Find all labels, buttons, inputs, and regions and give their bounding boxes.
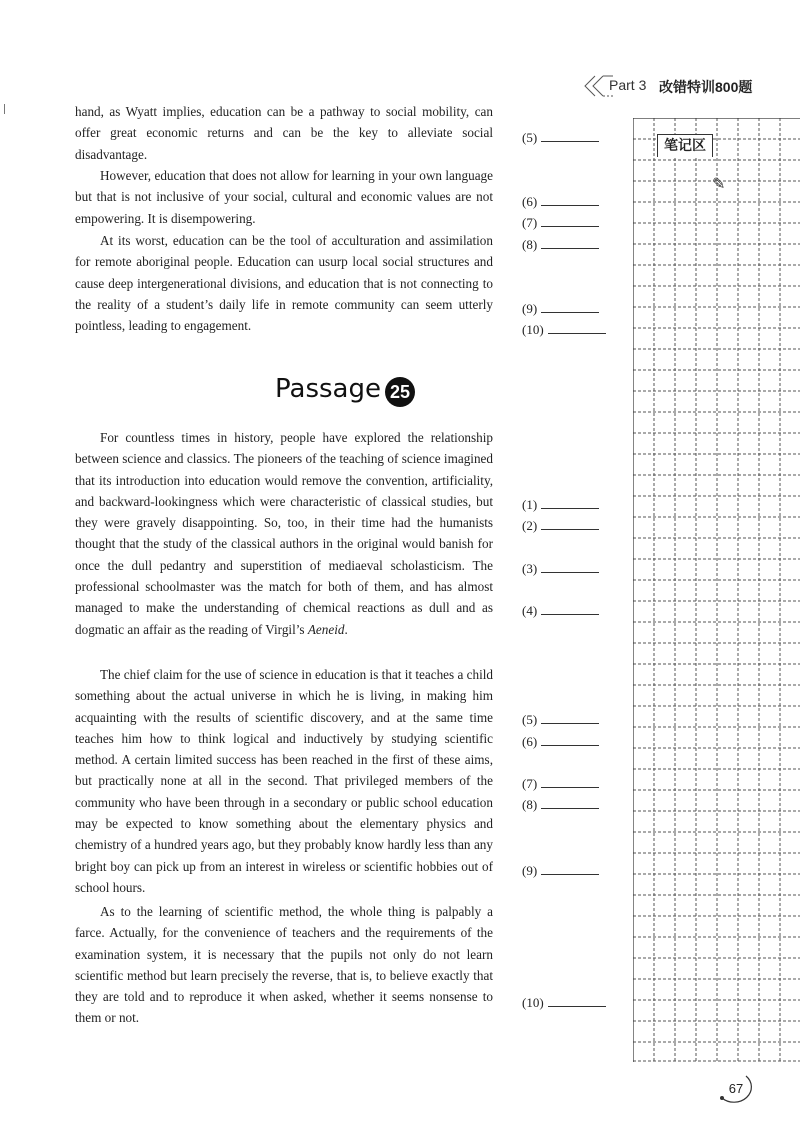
answer-number: (2) xyxy=(522,518,538,533)
answer-number: (5) xyxy=(522,130,538,145)
answer-blank[interactable] xyxy=(522,193,599,210)
passage-number-badge: 25 xyxy=(385,377,415,407)
paragraph: At its worst, education can be the tool of acculturation and assimilation for remote aboriginal people. Education can usurp local social structures and cause deep intergenerational divisions, and education that is not connecting to the reality of a student’s daily life in remote community can seem utterly pointless, leading to engagement. xyxy=(75,233,493,334)
answer-blank[interactable] xyxy=(522,321,606,338)
book-title: 改错特训800题 xyxy=(659,79,753,95)
paragraph: However, education that does not allow for learning in your own language but that is not inclusive of your social, cultural and economic values are not empowering. It is disempowering. xyxy=(75,168,493,226)
answer-number: (3) xyxy=(522,561,538,576)
margin-mark xyxy=(4,104,5,114)
answer-line[interactable] xyxy=(541,796,599,809)
answer-line[interactable] xyxy=(541,300,599,313)
paragraph: As to the learning of scientific method, the whole thing is palpably a farce. Actually, for the convenience of teachers and the requirements of the examination system, it is necessary that the pupils not only do not learn scientific method but learn precisely the reverse, that is, to believe exactly that they are told and to reproduce it when asked, whether it seems nonsense to them or not. xyxy=(75,904,493,1026)
page-header xyxy=(583,74,773,98)
answer-line[interactable] xyxy=(541,193,599,206)
answer-number: (6) xyxy=(522,194,538,209)
answer-line[interactable] xyxy=(541,711,599,724)
answer-blank[interactable] xyxy=(522,862,599,879)
answer-line[interactable] xyxy=(541,236,599,249)
answer-blank[interactable] xyxy=(522,496,599,513)
answer-line[interactable] xyxy=(541,517,599,530)
page-number xyxy=(722,1076,750,1102)
notes-grid xyxy=(633,118,800,1062)
answer-line[interactable] xyxy=(541,602,599,615)
answer-blank[interactable] xyxy=(522,129,599,146)
answer-number: (10) xyxy=(522,995,544,1010)
answer-number: (7) xyxy=(522,215,538,230)
paragraph: The chief claim for the use of science in education is that it teaches a child something about the actual universe in which he is living, in making him acquainting with the results of scientific discovery, and at the same time teaches him how to think logical and inductively by studying scientific method. A certain limited success has been reached in the first of these aims, but practically none at all in the second. That privileged members of the community who have been through in a secondary or public school education may be expected to know something about the elementary physics and chemistry of a hundred years ago, but they probably know hardly less than any bright boy can pick up from an interest in wireless or scientific hobbies out of school hours. xyxy=(75,667,493,895)
book-title-italic: Aeneid xyxy=(307,621,345,637)
answer-number: (8) xyxy=(522,797,538,812)
answer-line[interactable] xyxy=(541,214,599,227)
passage-title: Passage xyxy=(275,374,381,404)
answer-number: (10) xyxy=(522,322,544,337)
answer-blank[interactable] xyxy=(522,796,599,813)
answer-line[interactable] xyxy=(541,733,599,746)
answer-number: (7) xyxy=(522,776,538,791)
answer-blank[interactable] xyxy=(522,602,599,619)
answer-line[interactable] xyxy=(541,129,599,142)
page-number-text: 67 xyxy=(728,1081,744,1096)
answer-number: (5) xyxy=(522,712,538,727)
answer-number: (4) xyxy=(522,603,538,618)
answer-number: (6) xyxy=(522,734,538,749)
answer-line[interactable] xyxy=(541,775,599,788)
answer-blank[interactable] xyxy=(522,711,599,728)
part-label: Part 3 xyxy=(609,77,647,93)
answer-line[interactable] xyxy=(541,496,599,509)
answer-blank[interactable] xyxy=(522,733,599,750)
answer-blank[interactable] xyxy=(522,775,599,792)
notes-label: 笔记区 xyxy=(657,134,713,157)
answer-blank[interactable] xyxy=(522,236,599,253)
answer-blank[interactable] xyxy=(522,517,599,534)
answer-blank[interactable] xyxy=(522,300,599,317)
answer-blank[interactable] xyxy=(522,994,606,1011)
answer-line[interactable] xyxy=(541,862,599,875)
answer-number: (9) xyxy=(522,301,538,316)
answer-blank[interactable] xyxy=(522,214,599,231)
page-number-arc-icon xyxy=(716,1072,756,1106)
answer-line[interactable] xyxy=(548,994,606,1007)
answer-line[interactable] xyxy=(548,321,606,334)
pencil-icon: ✎ xyxy=(712,174,726,193)
answer-line[interactable] xyxy=(541,560,599,573)
paragraph: hand, as Wyatt implies, education can be a pathway to social mobility, can offer great economic returns and can be the key to alleviate social disadvantage. xyxy=(75,104,493,162)
answer-number: (1) xyxy=(522,497,538,512)
answer-blank[interactable] xyxy=(522,560,599,577)
answer-number: (8) xyxy=(522,237,538,252)
paragraph: For countless times in history, people have explored the relationship between science and classics. The pioneers of the teaching of science imagined that its introduction into education would remove the convention, artificiality, and backward-lookingness which were characteristic of classical studies, but they were gravely disappointing. So, too, in their time had the humanists thought that the study of the classical authors in the original would banish for once the dull pedantry and superstition of mediaeval scholasticism. The professional schoolmaster was the match for both of them, and has almost managed to make the understanding of chemical reactions as dull and as dogmatic an affair as the reading of Virgil’s Aeneid. xyxy=(75,430,493,637)
paragraph-text: For countless times in history, people have explored the relationship between science and classics. The pioneers of the teaching of science imagined that its introduction into education would remove the convention, artificiality, and backward-lookingness which were characteristic of classical studies, but they were gravely disappointing. So, too, in their time had the humanists thought that the study of the classical authors in the original would banish for once the dull pedantry and superstition of mediaeval scholasticism. The professional schoolmaster was the match for both of them, and has almost managed to make the understanding of chemical reactions as dull and as dogmatic an affair as the reading of Virgil’s xyxy=(75,430,493,637)
answer-number: (9) xyxy=(522,863,538,878)
